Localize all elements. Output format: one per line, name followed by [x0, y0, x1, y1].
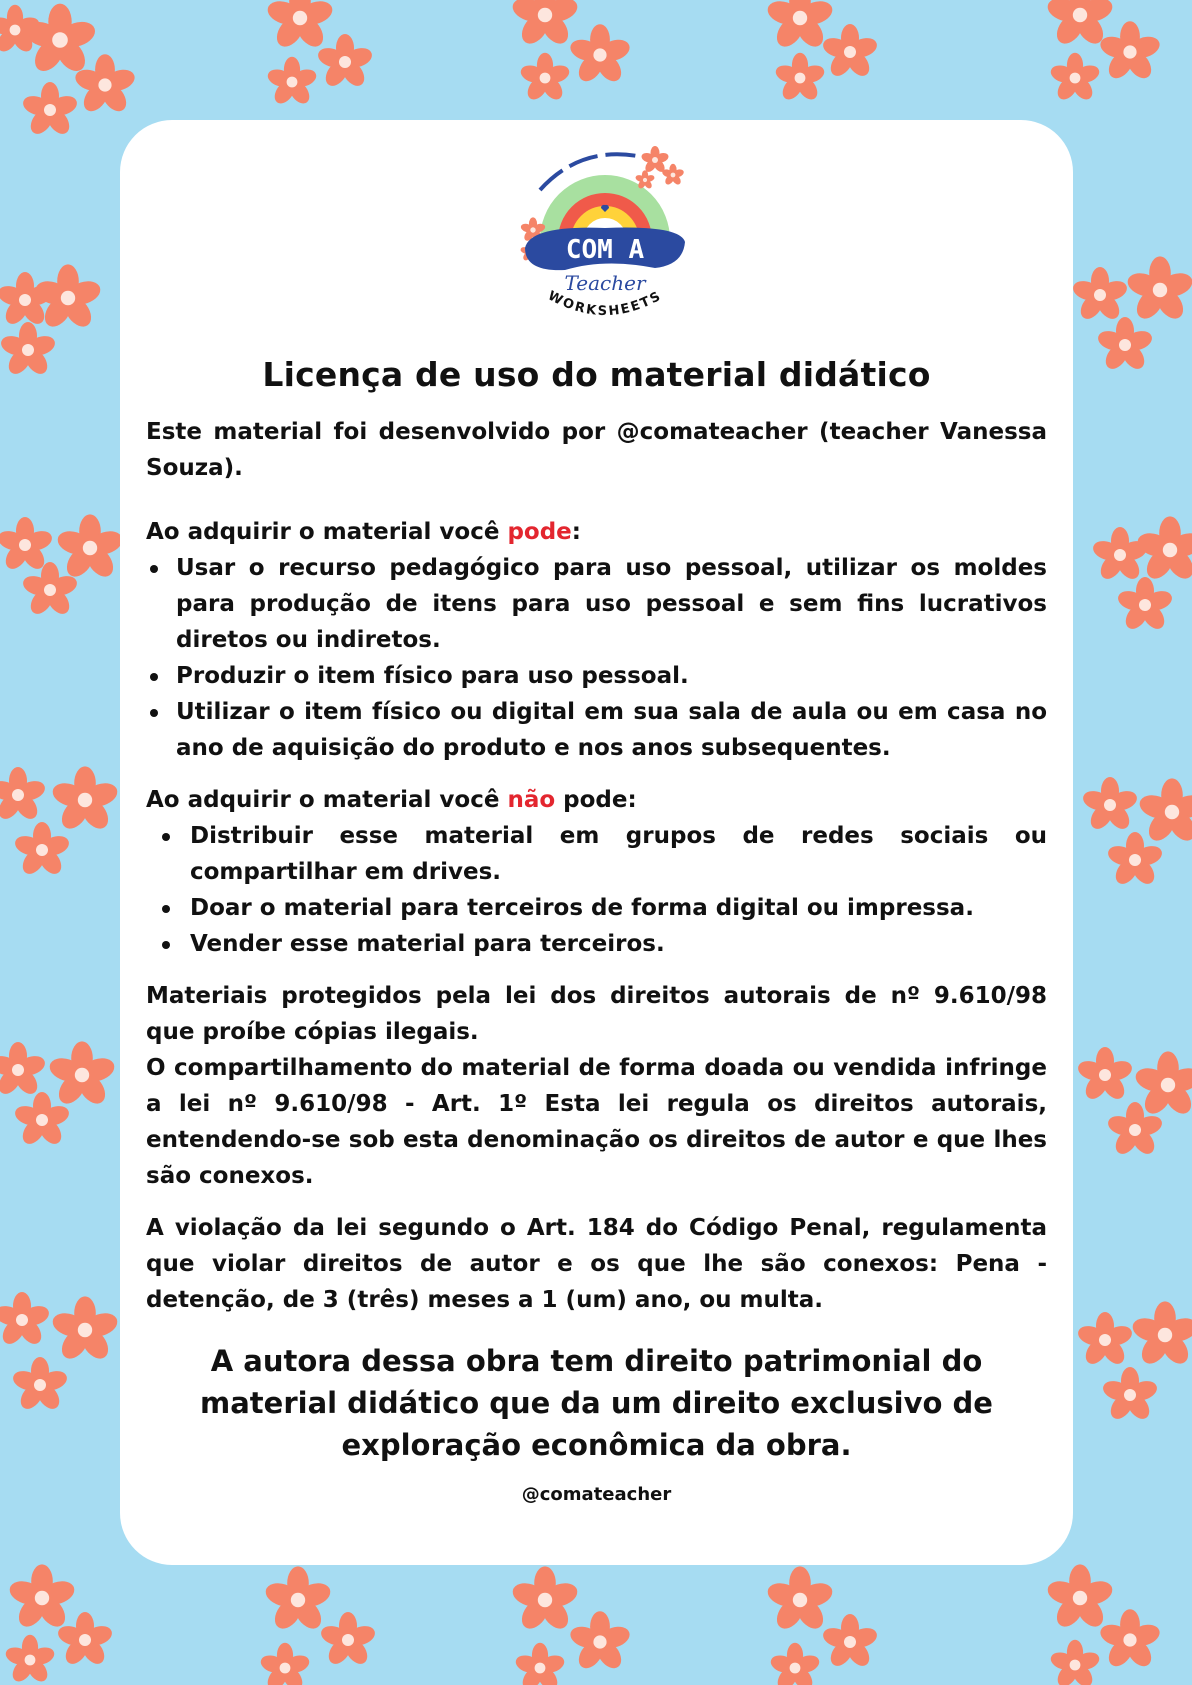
- law-paragraph-1: Materiais protegidos pela lei dos direitos autorais de nº 9.610/98 que proíbe cópias ilegais.: [146, 983, 1047, 1045]
- flower-cluster-top-right: [1045, 0, 1163, 103]
- law-paragraph-2: O compartilhamento do material de forma doada ou vendida infringe a lei nº 9.610/98 - Art. 1º Esta lei regula os direitos autorais, entendendo-se sob esta denominação os direitos de autor e que lhes são conexos.: [146, 1055, 1047, 1189]
- logo-text-com-a: COM A: [565, 235, 645, 265]
- list-item: Doar o material para terceiros de forma digital ou impressa.: [146, 890, 1047, 926]
- bullet-icon: [162, 941, 170, 949]
- bullet-icon: [150, 565, 158, 573]
- list-item: Vender esse material para terceiros.: [146, 926, 1047, 962]
- can-highlight: pode: [507, 519, 572, 545]
- com-a-teacher-logo: [505, 130, 705, 330]
- license-card: [120, 120, 1073, 1565]
- author-handle: @comateacher: [521, 1484, 672, 1505]
- cannot-heading: Ao adquirir o material você não pode:: [146, 787, 637, 813]
- list-item: Distribuir esse material em grupos de redes sociais ou compartilhar em drives.: [146, 818, 1047, 890]
- logo-text-teacher: Teacher: [564, 271, 646, 295]
- cannot-highlight: não: [507, 787, 556, 813]
- bullet-icon: [150, 709, 158, 717]
- can-heading: Ao adquirir o material você pode:: [146, 519, 581, 545]
- flower-cluster-top-left: [0, 4, 137, 138]
- page-title: Licença de uso do material didático: [262, 355, 931, 394]
- bullet-icon: [162, 833, 170, 841]
- cannot-list: [146, 818, 1047, 962]
- license-content: [146, 355, 1047, 1505]
- flower-cluster-top-1: [265, 0, 375, 107]
- can-list: [146, 550, 1047, 766]
- list-item: Utilizar o item físico ou digital em sua sala de aula ou em casa no ano de aquisição do produto e nos anos subsequentes.: [146, 694, 1047, 766]
- flower-cluster-bottom: [4, 1564, 1163, 1685]
- flower-cluster-top-3: [765, 0, 880, 103]
- flower-cluster-top-2: [510, 0, 633, 103]
- flower-cluster-right: [1071, 256, 1192, 1423]
- law-paragraph-3: A violação da lei segundo o Art. 184 do Código Penal, regulamenta que violar direitos de autor e os que lhe são conexos: Pena - detenção, de 3 (três) meses a 1 (um) ano, ou multa.: [146, 1215, 1047, 1313]
- flower-cluster-left: [0, 264, 125, 1413]
- bullet-icon: [162, 905, 170, 913]
- closing-statement: A autora dessa obra tem direito patrimonial do material didático que da um direito exclusivo de exploração econômica da obra.: [200, 1344, 993, 1462]
- bullet-icon: [150, 673, 158, 681]
- logo-text-worksheets: WORKSHEETS: [545, 288, 665, 320]
- list-item: Usar o recurso pedagógico para uso pessoal, utilizar os moldes para produção de itens para uso pessoal e sem fins lucrativos diretos ou indiretos.: [146, 550, 1047, 658]
- list-item: Produzir o item físico para uso pessoal.: [146, 658, 1047, 694]
- intro-paragraph: Este material foi desenvolvido por @comateacher (teacher Vanessa Souza).: [146, 419, 1047, 481]
